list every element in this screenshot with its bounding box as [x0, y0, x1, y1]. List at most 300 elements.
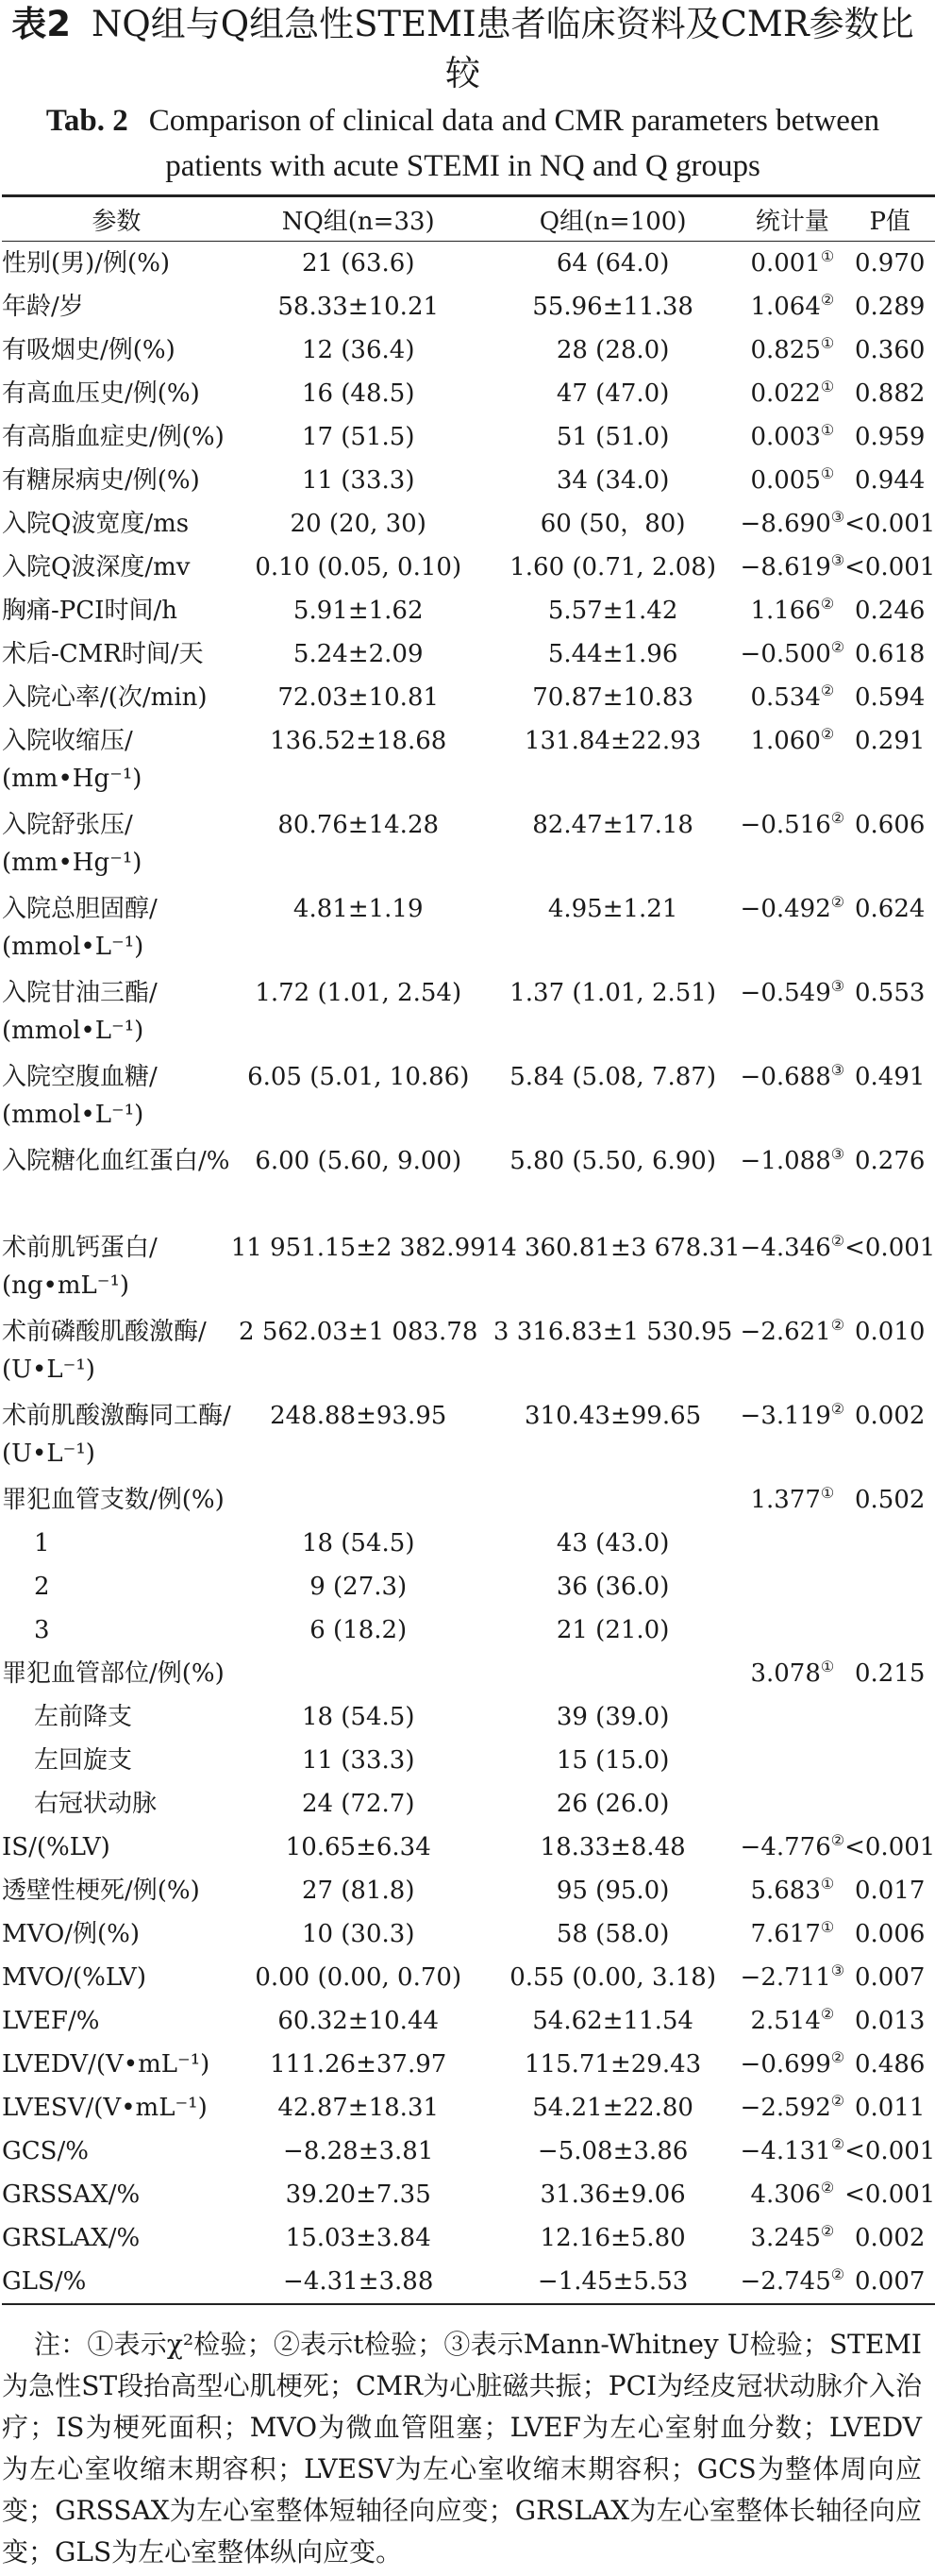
- table-row: [2, 1055, 935, 1139]
- cell-nq: 5.91±1.62: [292, 597, 424, 625]
- cell-stat: [741, 459, 845, 502]
- cell-param: [2, 1695, 231, 1739]
- cell-nq: [231, 1478, 486, 1522]
- cell-param: [2, 1394, 231, 1478]
- cell-param: [2, 285, 231, 328]
- param-label: GLS/%: [2, 2267, 87, 2296]
- cell-q: 54.62±11.54: [532, 2007, 693, 2035]
- cell-stat: [741, 1999, 845, 2043]
- cell-nq: 58.33±10.21: [277, 293, 440, 321]
- cell-param: [2, 2130, 231, 2173]
- test-marker: ②: [830, 1232, 845, 1250]
- cell-nq: 60.32±10.44: [277, 2007, 440, 2035]
- stat-value: 0.534: [750, 683, 821, 712]
- cell-param: [2, 2260, 231, 2304]
- cell-stat: [741, 1226, 845, 1310]
- test-marker: ①: [820, 247, 835, 265]
- cell-p: [844, 1739, 935, 1782]
- param-label: 有高脂血症史/例(%): [2, 423, 225, 451]
- param-unit: (mmol•L⁻¹): [2, 1017, 144, 1045]
- param-label: 术后-CMR时间/天: [2, 640, 204, 668]
- cell-stat: [741, 1608, 845, 1652]
- cell-param: [2, 2086, 231, 2130]
- test-marker: ③: [830, 1061, 845, 1079]
- param-label: 术前肌酸激酶同工酶/: [2, 1402, 231, 1430]
- param-label: GRSLAX/%: [2, 2224, 141, 2252]
- cell-q: 21 (21.0): [556, 1616, 670, 1644]
- cell-stat: [741, 719, 845, 803]
- table-row: [2, 1522, 935, 1565]
- table-caption-cn: [2, 0, 924, 98]
- cell-p: 0.289: [855, 293, 926, 321]
- test-marker: ②: [830, 2092, 845, 2110]
- table-row: [2, 415, 935, 459]
- cell-stat: [741, 2130, 845, 2173]
- stat-value: −1.088: [740, 1147, 831, 1175]
- cell-stat: [741, 1478, 845, 1522]
- cell-param: [2, 415, 231, 459]
- param-label: 入院Q波宽度/ms: [2, 510, 190, 538]
- param-label: IS/(%LV): [2, 1833, 110, 1861]
- cell-stat: [741, 546, 845, 589]
- param-label: 术前磷酸肌酸激酶/: [2, 1318, 207, 1346]
- cell-stat: [741, 1956, 845, 1999]
- param-label: 胸痛-PCI时间/h: [2, 597, 177, 625]
- stat-value: −4.346: [740, 1234, 831, 1262]
- table-row: [2, 1826, 935, 1869]
- table-row: [2, 1394, 935, 1478]
- test-marker: ②: [830, 638, 845, 656]
- stat-value: −0.688: [740, 1063, 831, 1091]
- cell-q: 31.36±9.06: [540, 2180, 686, 2209]
- param-unit: (U•L⁻¹): [2, 1355, 95, 1384]
- stat-value: −8.690: [740, 510, 831, 538]
- cell-nq: 10 (30.3): [301, 1920, 415, 1948]
- cell-param: [2, 1226, 231, 1310]
- param-label: 入院空腹血糖/: [2, 1063, 158, 1091]
- cell-p: 0.553: [855, 979, 926, 1007]
- cell-q: 14 360.81±3 678.31: [485, 1234, 741, 1262]
- cell-stat: [741, 1055, 845, 1139]
- cell-param: [2, 2173, 231, 2216]
- cell-p: 0.002: [855, 2224, 926, 2252]
- cell-nq: 248.88±93.95: [270, 1402, 447, 1430]
- param-label: 左回旋支: [34, 1746, 133, 1775]
- test-marker: ②: [820, 682, 835, 699]
- cell-stat: [741, 1565, 845, 1608]
- param-label: LVEF/%: [2, 2007, 100, 2035]
- param-label: 入院收缩压/: [2, 727, 133, 755]
- caption-title-cn: NQ组与Q组急性STEMI患者临床资料及CMR参数比较: [92, 4, 914, 93]
- test-marker: ②: [830, 2135, 845, 2153]
- cell-param: [2, 887, 231, 971]
- table-row: [2, 242, 935, 286]
- cell-p: 0.291: [855, 727, 926, 755]
- stat-value: 1.377: [750, 1486, 821, 1514]
- cell-stat: [741, 1394, 845, 1478]
- cell-q: 43 (43.0): [556, 1529, 670, 1557]
- param-label: 透壁性梗死/例(%): [2, 1877, 200, 1905]
- table-row: [2, 546, 935, 589]
- cell-q: 3 316.83±1 530.95: [493, 1318, 733, 1346]
- cell-param: [2, 719, 231, 803]
- cell-nq: 6 (18.2): [309, 1616, 408, 1644]
- cell-nq: 27 (81.8): [301, 1877, 415, 1905]
- cell-p: <0.001: [844, 2137, 935, 2165]
- stat-value: −2.711: [740, 1963, 831, 1992]
- cell-p: 0.246: [855, 597, 926, 625]
- cell-p: 0.491: [855, 1063, 926, 1091]
- cell-param: [2, 589, 231, 632]
- test-marker: ②: [820, 2179, 835, 2197]
- cell-q: 310.43±99.65: [525, 1402, 702, 1430]
- cell-q: 34 (34.0): [556, 466, 670, 495]
- cell-q: 5.44±1.96: [547, 640, 678, 668]
- table-note: 注：①表示χ²检验；②表示t检验；③表示Mann-Whitney U检验；STEMI为急性ST段抬高型心肌梗死；CMR为心脏磁共振；PCI为经皮冠状动脉介入治疗；IS为梗死面积；MVO为微血管阻塞；LVEF为左心室射血分数；LVEDV为左心室收缩末期容积；LVESV为左心室收缩末期容积；GCS为整体周向应变；GRSSAX为左心室整体短轴径向应变；GRSLAX为左心室整体长轴径向应变；GLS为左心室整体纵向应变。: [2, 2329, 922, 2568]
- cell-nq: 11 (33.3): [301, 1746, 415, 1775]
- cell-nq: 80.76±14.28: [277, 811, 440, 839]
- cell-q: −5.08±3.86: [537, 2137, 689, 2165]
- test-marker: ①: [820, 1875, 835, 1893]
- cell-stat: [741, 285, 845, 328]
- cell-param: [2, 459, 231, 502]
- table-row: [2, 1139, 935, 1183]
- table-row: [2, 502, 935, 546]
- cell-param: [2, 1522, 231, 1565]
- cell-param: [2, 1782, 231, 1826]
- cell-nq: 72.03±10.81: [277, 683, 440, 712]
- test-marker: ②: [830, 2048, 845, 2066]
- cell-q: 4.95±1.21: [547, 895, 678, 923]
- cell-nq: 12 (36.4): [301, 336, 415, 364]
- cell-q: 26 (26.0): [556, 1790, 670, 1818]
- cell-p: 0.594: [855, 683, 926, 712]
- table-caption-en: [2, 98, 924, 189]
- table-row: [2, 1869, 935, 1912]
- table-row: [2, 589, 935, 632]
- cell-q: [486, 1478, 741, 1522]
- cell-nq: 4.81±1.19: [292, 895, 424, 923]
- cell-nq: 2 562.03±1 083.78: [239, 1318, 478, 1346]
- table-row: [2, 1652, 935, 1695]
- cell-p: 0.017: [855, 1877, 926, 1905]
- cell-q: 5.57±1.42: [547, 597, 678, 625]
- cell-q: 36 (36.0): [556, 1573, 670, 1601]
- cell-q: 15 (15.0): [556, 1746, 670, 1775]
- cell-p: 0.013: [855, 2007, 926, 2035]
- cell-q: 5.80 (5.50, 6.90): [509, 1147, 716, 1175]
- cell-nq: 11 (33.3): [301, 466, 415, 495]
- cell-q: 54.21±22.80: [532, 2094, 693, 2122]
- caption-label-en: Tab. 2: [45, 104, 128, 138]
- cell-p: 0.970: [855, 249, 926, 278]
- cell-nq: 0.10 (0.05, 0.10): [255, 553, 462, 581]
- stat-value: 0.001: [750, 249, 821, 278]
- cell-param: [2, 1055, 231, 1139]
- test-marker: ②: [820, 2005, 835, 2023]
- table-row: [2, 2260, 935, 2304]
- cell-param: [2, 2216, 231, 2260]
- cell-nq: 21 (63.6): [301, 249, 415, 278]
- stat-value: −0.516: [740, 811, 831, 839]
- test-marker: ②: [830, 2265, 845, 2283]
- param-label: 年龄/岁: [2, 293, 84, 321]
- table-row: [2, 328, 935, 372]
- stat-value: 0.825: [750, 336, 821, 364]
- param-label: 术前肌钙蛋白/: [2, 1234, 158, 1262]
- cell-nq: 6.05 (5.01, 10.86): [247, 1063, 470, 1091]
- param-label: 罪犯血管部位/例(%): [2, 1659, 225, 1688]
- cell-param: [2, 502, 231, 546]
- caption-title-en: Comparison of clinical data and CMR parameters between patients with acute STEMI in NQ and Q groups: [148, 104, 880, 183]
- param-label: 入院总胆固醇/: [2, 895, 158, 923]
- test-marker: ②: [830, 809, 845, 827]
- cell-nq: 39.20±7.35: [285, 2180, 431, 2209]
- test-marker: ①: [820, 464, 835, 482]
- cell-nq: 18 (54.5): [301, 1529, 415, 1557]
- cell-p: 0.882: [855, 379, 926, 408]
- param-label: 2: [34, 1573, 50, 1601]
- cell-stat: [741, 2086, 845, 2130]
- header-nq: NQ组(n=33): [281, 207, 435, 236]
- cell-stat: [741, 1826, 845, 1869]
- cell-param: [2, 1652, 231, 1695]
- cell-p: [844, 1608, 935, 1652]
- table-body: [2, 242, 935, 2305]
- cell-param: [2, 242, 231, 286]
- cell-p: 0.007: [855, 1963, 926, 1992]
- table-row: [2, 2173, 935, 2216]
- cell-stat: [741, 372, 845, 415]
- cell-p: 0.959: [855, 423, 926, 451]
- cell-stat: [741, 328, 845, 372]
- param-label: MVO/例(%): [2, 1920, 141, 1948]
- cell-p: 0.215: [855, 1659, 926, 1688]
- cell-nq: 10.65±6.34: [285, 1833, 431, 1861]
- test-marker: ③: [830, 1145, 845, 1163]
- table-row: [2, 2043, 935, 2086]
- cell-param: [2, 1565, 231, 1608]
- cell-q: 12.16±5.80: [540, 2224, 686, 2252]
- param-unit: (mmol•L⁻¹): [2, 933, 144, 961]
- table-row: [2, 1739, 935, 1782]
- cell-stat: [741, 2173, 845, 2216]
- param-label: LVEDV/(V•mL⁻¹): [2, 2050, 210, 2079]
- param-label: 右冠状动脉: [34, 1790, 158, 1818]
- cell-q: 131.84±22.93: [525, 727, 702, 755]
- cell-q: 28 (28.0): [556, 336, 670, 364]
- table-row: [2, 2086, 935, 2130]
- param-label: GCS/%: [2, 2137, 89, 2165]
- header-q: Q组(n=100): [539, 207, 687, 236]
- test-marker: ①: [820, 1918, 835, 1936]
- cell-param: [2, 1739, 231, 1782]
- test-marker: ②: [830, 893, 845, 911]
- cell-p: 0.502: [855, 1486, 926, 1514]
- cell-p: [844, 1565, 935, 1608]
- param-unit: (U•L⁻¹): [2, 1440, 95, 1468]
- table-row: [2, 2130, 935, 2173]
- cell-p: 0.606: [855, 811, 926, 839]
- cell-q: 55.96±11.38: [532, 293, 693, 321]
- spacer-row: [2, 1183, 935, 1226]
- cell-param: [2, 2043, 231, 2086]
- param-label: 有糖尿病史/例(%): [2, 466, 200, 495]
- stat-value: 0.005: [750, 466, 821, 495]
- cell-param: [2, 1139, 231, 1183]
- table-header-row: [2, 196, 935, 242]
- cell-nq: 18 (54.5): [301, 1703, 415, 1731]
- stat-value: −3.119: [740, 1402, 831, 1430]
- param-label: 罪犯血管支数/例(%): [2, 1486, 225, 1514]
- cell-p: <0.001: [844, 510, 935, 538]
- cell-stat: [741, 1912, 845, 1956]
- cell-stat: [741, 502, 845, 546]
- cell-p: [844, 1782, 935, 1826]
- stat-value: 0.003: [750, 423, 821, 451]
- table-row: [2, 676, 935, 719]
- test-marker: ①: [820, 421, 835, 439]
- cell-nq: 11 951.15±2 382.99: [230, 1234, 486, 1262]
- param-label: 入院Q波深度/mv: [2, 553, 191, 581]
- cell-q: −1.45±5.53: [537, 2267, 689, 2296]
- stat-value: −8.619: [740, 553, 831, 581]
- table-row: [2, 459, 935, 502]
- cell-q: 1.37 (1.01, 2.51): [509, 979, 716, 1007]
- cell-stat: [741, 589, 845, 632]
- stat-value: 4.306: [750, 2180, 821, 2209]
- cell-param: [2, 1869, 231, 1912]
- table-row: [2, 285, 935, 328]
- cell-stat: [741, 2043, 845, 2086]
- cell-p: 0.011: [855, 2094, 926, 2122]
- cell-stat: [741, 1522, 845, 1565]
- cell-nq: 20 (20, 30): [290, 510, 426, 538]
- test-marker: ①: [820, 1658, 835, 1675]
- cell-q: 60 (50，80): [540, 510, 686, 538]
- cell-p: 0.486: [855, 2050, 926, 2079]
- cell-nq: 0.00 (0.00, 0.70): [255, 1963, 462, 1992]
- cell-param: [2, 372, 231, 415]
- cell-q: 47 (47.0): [556, 379, 670, 408]
- cell-nq: 17 (51.5): [301, 423, 415, 451]
- cell-q: 0.55 (0.00, 3.18): [509, 1963, 716, 1992]
- cell-param: [2, 632, 231, 676]
- stat-value: 1.064: [750, 293, 821, 321]
- cell-stat: [741, 1652, 845, 1695]
- cell-p: 0.624: [855, 895, 926, 923]
- cell-q: 1.60 (0.71, 2.08): [509, 553, 716, 581]
- test-marker: ②: [820, 291, 835, 309]
- cell-q: 58 (58.0): [556, 1920, 670, 1948]
- cell-stat: [741, 415, 845, 459]
- param-unit: (ng•mL⁻¹): [2, 1271, 130, 1300]
- param-unit: (mmol•L⁻¹): [2, 1101, 144, 1129]
- stat-value: −4.776: [740, 1833, 831, 1861]
- param-label: 性别(男)/例(%): [2, 249, 171, 278]
- cell-q: 82.47±17.18: [532, 811, 693, 839]
- stat-value: −4.131: [740, 2137, 831, 2165]
- param-label: 入院甘油三酯/: [2, 979, 158, 1007]
- cell-nq: 9 (27.3): [309, 1573, 408, 1601]
- cell-q: 95 (95.0): [556, 1877, 670, 1905]
- cell-param: [2, 1478, 231, 1522]
- table-row: [2, 1782, 935, 1826]
- cell-q: 18.33±8.48: [540, 1833, 686, 1861]
- cell-p: [844, 1522, 935, 1565]
- cell-stat: [741, 2216, 845, 2260]
- cell-stat: [741, 1695, 845, 1739]
- cell-nq: 1.72 (1.01, 2.54): [255, 979, 462, 1007]
- cell-param: [2, 328, 231, 372]
- header-stat: 统计量: [755, 207, 829, 236]
- table-row: [2, 372, 935, 415]
- cell-param: [2, 1826, 231, 1869]
- stat-value: −0.500: [740, 640, 831, 668]
- cell-param: [2, 1608, 231, 1652]
- cell-nq: −4.31±3.88: [283, 2267, 434, 2296]
- cell-param: [2, 1956, 231, 1999]
- cell-nq: 15.03±3.84: [285, 2224, 431, 2252]
- cell-nq: 6.00 (5.60, 9.00): [255, 1147, 462, 1175]
- stat-value: −2.745: [740, 2267, 831, 2296]
- stat-value: 1.166: [750, 597, 821, 625]
- cell-stat: [741, 803, 845, 887]
- cell-nq: 136.52±18.68: [270, 727, 447, 755]
- param-label: 有高血压史/例(%): [2, 379, 200, 408]
- stat-value: 5.683: [750, 1877, 821, 1905]
- table-row: [2, 1478, 935, 1522]
- cell-q: 70.87±10.83: [532, 683, 693, 712]
- test-marker: ②: [830, 1400, 845, 1418]
- cell-param: [2, 803, 231, 887]
- param-label: 左前降支: [34, 1703, 133, 1731]
- table-row: [2, 632, 935, 676]
- param-label: 1: [34, 1529, 50, 1557]
- cell-stat: [741, 2260, 845, 2304]
- cell-param: [2, 546, 231, 589]
- param-label: 入院心率/(次/min): [2, 683, 208, 712]
- cell-param: [2, 1912, 231, 1956]
- test-marker: ③: [830, 977, 845, 995]
- stat-value: 7.617: [750, 1920, 821, 1948]
- cell-stat: [741, 632, 845, 676]
- cell-p: 0.276: [855, 1147, 926, 1175]
- stat-value: 2.514: [750, 2007, 821, 2035]
- cell-nq: 16 (48.5): [301, 379, 415, 408]
- param-label: 3: [34, 1616, 50, 1644]
- cell-p: 0.944: [855, 466, 926, 495]
- table-row: [2, 1912, 935, 1956]
- cell-p: 0.006: [855, 1920, 926, 1948]
- cell-q: 64 (64.0): [556, 249, 670, 278]
- cell-nq: −8.28±3.81: [283, 2137, 434, 2165]
- table-row: [2, 887, 935, 971]
- table-row: [2, 1310, 935, 1394]
- param-label: 有吸烟史/例(%): [2, 336, 175, 364]
- cell-stat: [741, 1782, 845, 1826]
- cell-p: 0.007: [855, 2267, 926, 2296]
- cell-nq: [231, 1652, 486, 1695]
- stat-value: 3.245: [750, 2224, 821, 2252]
- cell-nq: 111.26±37.97: [270, 2050, 447, 2079]
- cell-param: [2, 676, 231, 719]
- cell-nq: 24 (72.7): [301, 1790, 415, 1818]
- data-table: [2, 194, 935, 2305]
- cell-nq: 5.24±2.09: [292, 640, 424, 668]
- param-unit: (mm•Hg⁻¹): [2, 849, 142, 877]
- param-label: LVESV/(V•mL⁻¹): [2, 2094, 208, 2122]
